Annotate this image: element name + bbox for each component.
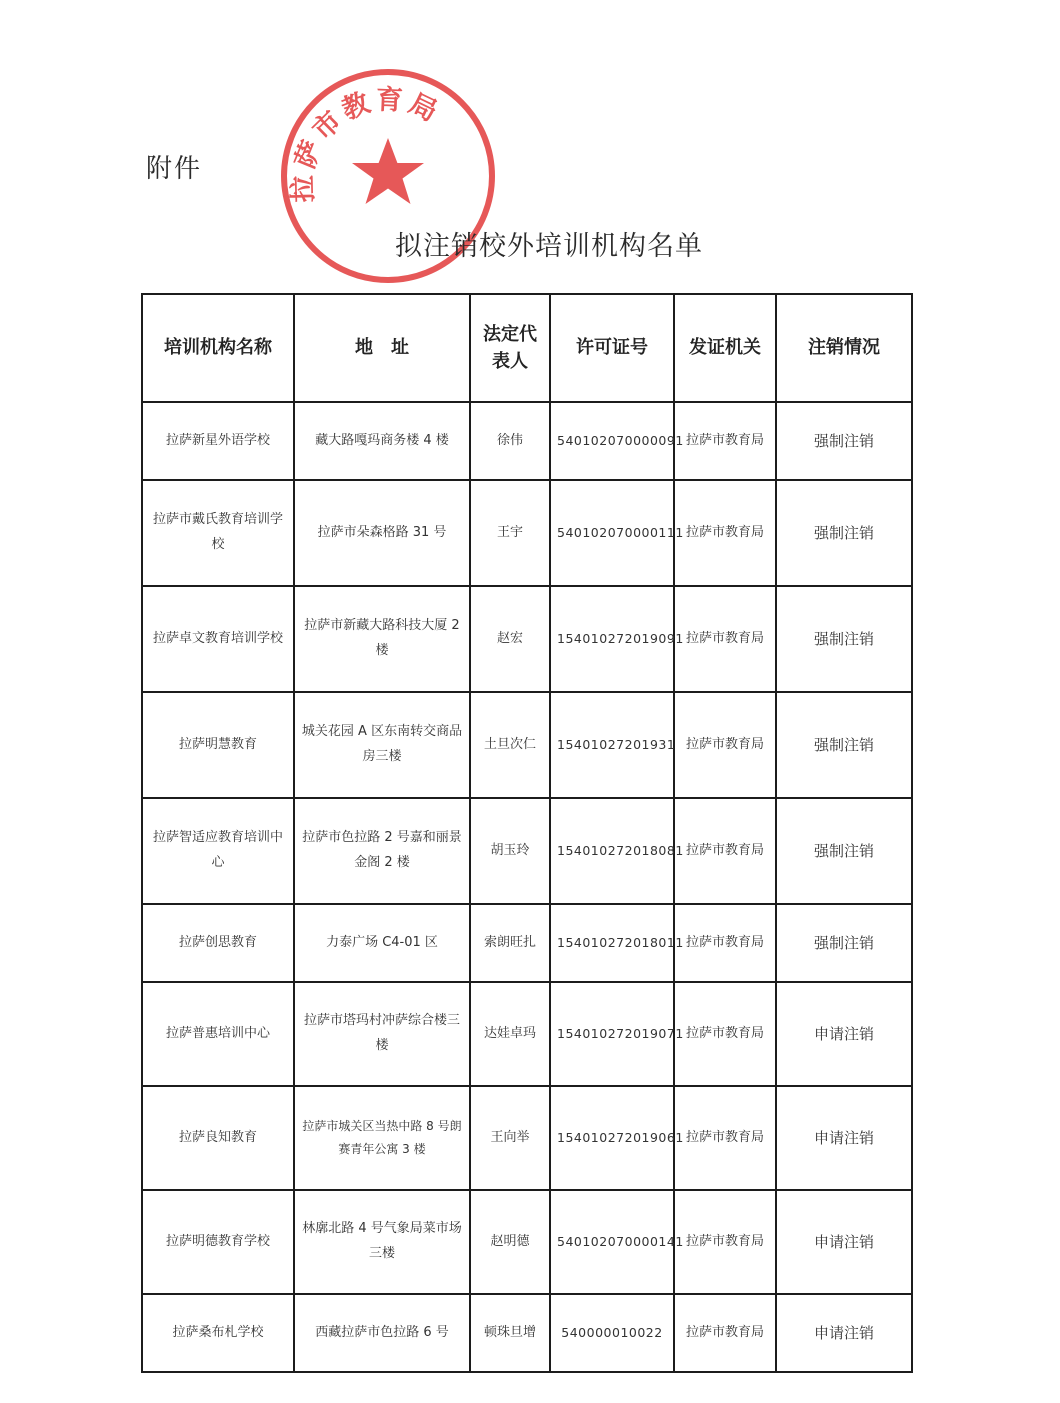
attachment-label: 附件 xyxy=(146,154,203,184)
cell-status: 强制注销 xyxy=(776,904,912,982)
cell-name: 拉萨新星外语学校 xyxy=(142,402,294,480)
cell-status: 强制注销 xyxy=(776,692,912,798)
cell-name: 拉萨明慧教育 xyxy=(142,692,294,798)
cell-issuer: 拉萨市教育局 xyxy=(674,1294,776,1372)
cell-address: 城关花园 A 区东南转交商品房三楼 xyxy=(294,692,470,798)
cell-name: 拉萨市戴氏教育培训学校 xyxy=(142,480,294,586)
table-row xyxy=(142,1294,912,1372)
cell-address: 力泰广场 C4-01 区 xyxy=(294,904,470,982)
column-header-legal-rep: 法定代表人 xyxy=(470,294,550,402)
cell-status: 申请注销 xyxy=(776,982,912,1086)
cell-issuer: 拉萨市教育局 xyxy=(674,904,776,982)
cell-license: 540102070000091 xyxy=(550,402,674,480)
cell-status: 强制注销 xyxy=(776,480,912,586)
cell-legal-rep: 达娃卓玛 xyxy=(470,982,550,1086)
seal-text xyxy=(288,83,446,202)
cell-legal-rep: 王宇 xyxy=(470,480,550,586)
cell-name: 拉萨明德教育学校 xyxy=(142,1190,294,1294)
cell-issuer: 拉萨市教育局 xyxy=(674,402,776,480)
column-header-issuer: 发证机关 xyxy=(674,294,776,402)
cell-license: 15401027201931 xyxy=(550,692,674,798)
cell-name: 拉萨卓文教育培训学校 xyxy=(142,586,294,692)
cell-legal-rep: 徐伟 xyxy=(470,402,550,480)
cell-license: 540000010022 xyxy=(550,1294,674,1372)
cell-issuer: 拉萨市教育局 xyxy=(674,692,776,798)
cell-license: 154010272019071 xyxy=(550,982,674,1086)
cell-name: 拉萨智适应教育培训中心 xyxy=(142,798,294,904)
cell-license: 154010272018081 xyxy=(550,798,674,904)
cell-license: 154010272019061 xyxy=(550,1086,674,1190)
cell-issuer: 拉萨市教育局 xyxy=(674,982,776,1086)
cell-license: 154010272018011 xyxy=(550,904,674,982)
cell-status: 强制注销 xyxy=(776,402,912,480)
column-header-status: 注销情况 xyxy=(776,294,912,402)
cell-address: 拉萨市朵森格路 31 号 xyxy=(294,480,470,586)
table-row xyxy=(142,1086,912,1190)
cell-legal-rep: 赵宏 xyxy=(470,586,550,692)
cell-name: 拉萨良知教育 xyxy=(142,1086,294,1190)
cell-status: 申请注销 xyxy=(776,1086,912,1190)
cell-status: 申请注销 xyxy=(776,1294,912,1372)
cell-address: 藏大路嘎玛商务楼 4 楼 xyxy=(294,402,470,480)
cell-legal-rep: 索朗旺扎 xyxy=(470,904,550,982)
cell-address: 林廓北路 4 号气象局菜市场三楼 xyxy=(294,1190,470,1294)
cell-issuer: 拉萨市教育局 xyxy=(674,1086,776,1190)
column-header-name: 培训机构名称 xyxy=(142,294,294,402)
cell-address: 西藏拉萨市色拉路 6 号 xyxy=(294,1294,470,1372)
table-row xyxy=(142,1190,912,1294)
cell-name: 拉萨创思教育 xyxy=(142,904,294,982)
table-row xyxy=(142,904,912,982)
cell-legal-rep: 土旦次仁 xyxy=(470,692,550,798)
seal-star-icon xyxy=(352,138,424,204)
cell-status: 强制注销 xyxy=(776,586,912,692)
cell-status: 强制注销 xyxy=(776,798,912,904)
document-title: 拟注销校外培训机构名单 xyxy=(395,231,703,262)
cell-legal-rep: 顿珠旦增 xyxy=(470,1294,550,1372)
cell-legal-rep: 胡玉玲 xyxy=(470,798,550,904)
cell-issuer: 拉萨市教育局 xyxy=(674,798,776,904)
seal-text-path: 拉萨市教育局 xyxy=(287,84,446,203)
table-header-row xyxy=(142,294,912,402)
table-row xyxy=(142,402,912,480)
cell-license: 540102070000111 xyxy=(550,480,674,586)
institution-table xyxy=(141,293,913,1373)
cell-name: 拉萨桑布札学校 xyxy=(142,1294,294,1372)
cell-address: 拉萨市塔玛村冲萨综合楼三楼 xyxy=(294,982,470,1086)
cell-name: 拉萨普惠培训中心 xyxy=(142,982,294,1086)
table-row xyxy=(142,798,912,904)
cell-address: 拉萨市新藏大路科技大厦 2 楼 xyxy=(294,586,470,692)
cell-status: 申请注销 xyxy=(776,1190,912,1294)
table-row xyxy=(142,480,912,586)
table-row xyxy=(142,692,912,798)
cell-legal-rep: 赵明德 xyxy=(470,1190,550,1294)
cell-legal-rep: 王向举 xyxy=(470,1086,550,1190)
column-header-license: 许可证号 xyxy=(550,294,674,402)
table-row xyxy=(142,586,912,692)
table-row xyxy=(142,982,912,1086)
cell-license: 540102070000141 xyxy=(550,1190,674,1294)
cell-address: 拉萨市城关区当热中路 8 号朗赛青年公寓 3 楼 xyxy=(294,1086,470,1190)
cell-address: 拉萨市色拉路 2 号嘉和丽景金阁 2 楼 xyxy=(294,798,470,904)
cell-license: 154010272019091 xyxy=(550,586,674,692)
column-header-address: 地 址 xyxy=(294,294,470,402)
cell-issuer: 拉萨市教育局 xyxy=(674,586,776,692)
cell-issuer: 拉萨市教育局 xyxy=(674,480,776,586)
cell-issuer: 拉萨市教育局 xyxy=(674,1190,776,1294)
